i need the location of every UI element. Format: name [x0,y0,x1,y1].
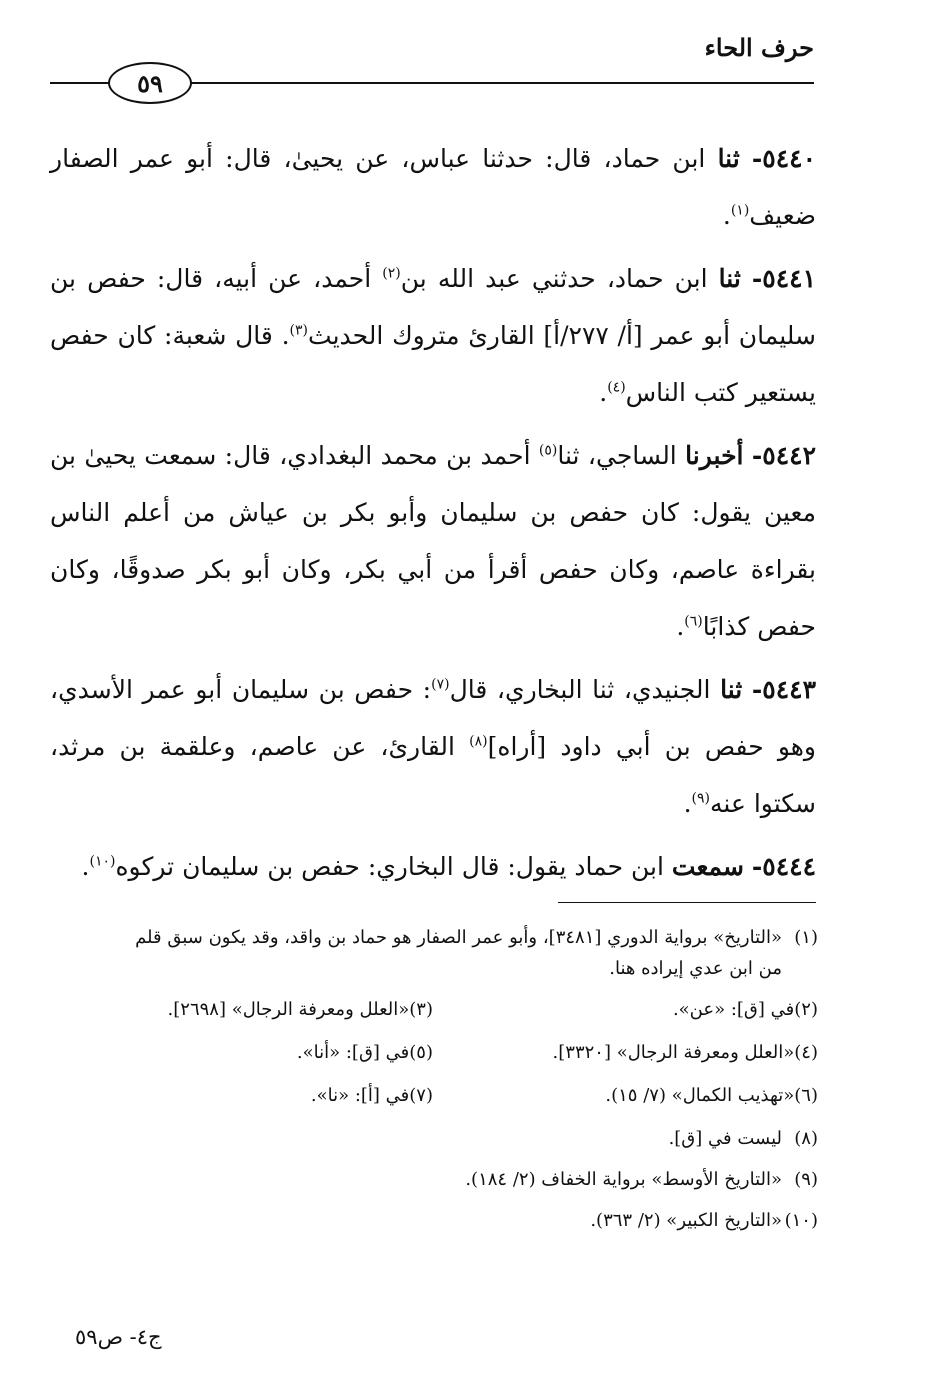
entry-lead-word: ثنا [717,144,740,173]
page-number-text: ٥٩ [137,68,163,98]
main-text [50,130,816,901]
footnote-text: في [ق]: «عن». [672,999,795,1020]
entry-text: ابن حماد، حدثني عبد الله بن [400,264,719,293]
footnote-mark: (١) [794,927,818,948]
footnote-4 [433,1037,818,1068]
entry-text: . [81,852,90,881]
footnote-text-continued: من ابن عدي إيراده هنا. [609,958,782,979]
footnote-row [48,1037,818,1068]
footnote-ref[interactable]: (٤) [607,379,626,396]
entry-number: ٥٤٤٣- [751,675,816,704]
entry-lead-word: ثنا [720,675,743,704]
footnote-ref[interactable]: (٦) [684,613,703,630]
footnote-mark: (٩) [794,1169,818,1190]
entry-text: القارئ، عن عاصم، وعلقمة بن مرثد، سكتوا عنه [50,732,816,818]
entry-5440 [50,130,816,244]
entry-text: : حفص بن سليمان أبو عمر الأسدي، وهو حفص بن أبي داود [أراه] [50,675,816,761]
footnote-5 [48,1037,433,1068]
volume-page-marker: ج٤- ص٥٩ [75,1325,162,1349]
footnote-1 [48,922,818,984]
footnote-ref[interactable]: (٧) [431,676,450,693]
entry-5443 [50,661,816,832]
entry-text: . [599,378,608,407]
footnote-mark: (٥) [409,1042,433,1063]
footnote-row [48,1080,818,1111]
footnote-text: ليست في [ق]. [668,1128,782,1149]
footnote-ref[interactable]: (١) [730,202,750,219]
footnote-mark: (٤) [794,1042,818,1063]
footnote-text: «التاريخ الكبير» (٢/ ٣٦٣). [590,1210,782,1231]
entry-5442 [50,427,816,655]
footnote-ref[interactable]: (٩) [691,790,711,807]
entry-lead-word: سمعت [671,852,744,881]
footnote-text: «التاريخ» برواية الدوري [٣٤٨١]، وأبو عمر الصفار هو حماد بن واقد، وقد يكون سبق قلم [135,927,782,948]
footnote-text: في [ق]: «أنا». [296,1042,410,1063]
footnote-mark: (٨) [794,1128,818,1149]
entry-text: الجنيدي، ثنا البخاري، قال [449,675,721,704]
entry-number: ٥٤٤٠- [751,144,816,173]
footnote-text: في [أ]: «نا». [310,1085,410,1106]
entry-text: أحمد، عن أبيه، قال: حفص بن سليمان أبو عمر [أ/ ٢٧٧/أ] القارئ متروك الحديث [50,264,816,350]
entry-text: . [676,612,685,641]
entry-text: ابن حماد يقول: قال البخاري: حفص بن سليمان تركوه [115,852,672,881]
page-number [108,62,192,104]
footnote-mark: (٢) [794,999,818,1020]
entry-number: ٥٤٤١- [751,264,816,293]
entry-text: أحمد بن محمد البغدادي، قال: سمعت يحيىٰ بن معين يقول: كان حفص بن سليمان وأبو بكر بن عياش من أعلم الناس بقراءة عاصم، وكان حفص أقرأ من أبي بكر، وكان أبو بكر صدوقًا، وكان حفص كذابًا [50,441,816,641]
entry-text: الساجي، ثنا [557,441,686,470]
footnote-text: «تهذيب الكمال» (٧/ ١٥). [605,1085,795,1106]
entry-text: . قال شعبة: كان حفص يستعير كتب الناس [50,321,816,407]
footnote-text: «العلل ومعرفة الرجال» [٣٣٢٠]. [552,1042,795,1063]
entry-number: ٥٤٤٢- [751,441,816,470]
entry-5441 [50,250,816,421]
footnote-ref[interactable]: (٢) [382,265,401,282]
footnote-mark: (٣) [409,999,433,1020]
entry-lead-word: أخبرنا [685,441,744,470]
footnote-7 [48,1080,433,1111]
footnote-mark: (١٠) [784,1210,818,1231]
running-title: حرف الحاء [704,33,814,62]
footnote-separator [558,902,816,903]
footnote-text: «التاريخ الأوسط» برواية الخفاف (٢/ ١٨٤). [465,1169,782,1190]
footnote-3 [48,994,433,1025]
entry-lead-word: ثنا [718,264,741,293]
footnote-9 [48,1164,818,1195]
entry-number: ٥٤٤٤- [751,852,816,881]
footnote-ref[interactable]: (٣) [289,322,309,339]
footnote-row [48,994,818,1025]
footnote-mark: (٦) [794,1085,818,1106]
footnote-ref[interactable]: (١٠) [89,853,116,870]
footnotes [48,922,818,1246]
entry-5444 [50,838,816,895]
entry-text: . [722,201,731,230]
entry-text: . [683,789,692,818]
footnote-ref[interactable]: (٨) [469,733,488,750]
footnote-ref[interactable]: (٥) [538,442,558,459]
footnote-6 [433,1080,818,1111]
footnote-mark: (٧) [409,1085,433,1106]
footnote-text: «العلل ومعرفة الرجال» [٢٦٩٨]. [167,999,410,1020]
entry-text: ابن حماد، قال: حدثنا عباس، عن يحيىٰ، قال: أبو عمر الصفار ضعيف [50,144,816,230]
footnote-10 [48,1205,818,1236]
footnote-2 [433,994,818,1025]
footnote-8 [48,1123,818,1154]
